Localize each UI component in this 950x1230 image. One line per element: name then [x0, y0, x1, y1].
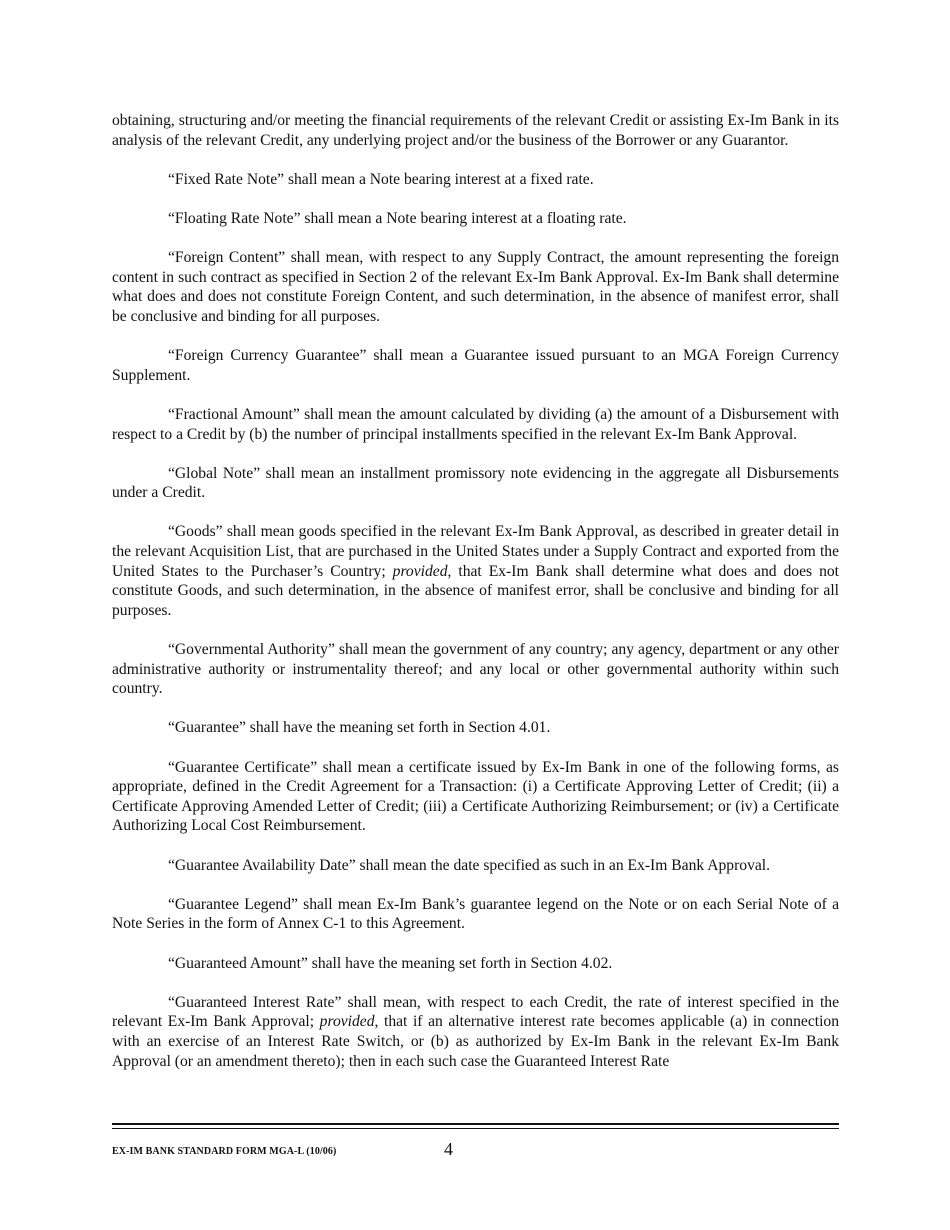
definition-guarantee-legend [112, 895, 839, 934]
paragraph-text: “Guarantee” shall have the meaning set forth in Section 4.01. [168, 719, 551, 737]
footer-rule-thin [112, 1128, 839, 1129]
paragraph-text: “Fixed Rate Note” shall mean a Note bearing interest at a fixed rate. [168, 170, 594, 188]
definition-governmental-authority [112, 640, 839, 699]
paragraph-italic-text: provided [319, 1013, 375, 1031]
paragraph-text: , that if an alternative interest rate becomes applicable (a) in connection with an exercise of an Interest Rate Switch, or (b) as authorized by Ex-Im Bank in the relevant Ex-Im Bank Approval (or an amendment thereto); then in each such case the Guaranteed Interest Rate [112, 1013, 840, 1070]
paragraph-text: “Guarantee Legend” shall mean Ex-Im Bank’s guarantee legend on the Note or on each Serial Note of a Note Series in the form of Annex C-1 to this Agreement. [112, 895, 839, 933]
definition-fixed-rate-note [112, 170, 839, 190]
paragraph-text: obtaining, structuring and/or meeting the financial requirements of the relevant Credit or assisting Ex-Im Bank in its analysis of the relevant Credit, any underlying project and/or the business of the Borrower or any Guarantor. [112, 112, 839, 149]
footer-rule-thick [112, 1123, 839, 1125]
definition-global-note [112, 464, 839, 503]
paragraph-text: “Guarantee Availability Date” shall mean the date specified as such in an Ex-Im Bank Approval. [168, 856, 771, 874]
paragraph-text: “Guaranteed Interest Rate” shall mean, with respect to each Credit, the rate of interest specified in the relevant Ex-Im Bank Approval; [112, 993, 839, 1031]
paragraph-text: “Foreign Currency Guarantee” shall mean a Guarantee issued pursuant to an MGA Foreign Currency Supplement. [112, 347, 839, 384]
document-body [112, 111, 839, 1071]
paragraph-italic-text: provided [392, 562, 448, 580]
paragraph-text: “Goods” shall mean goods specified in the relevant Ex-Im Bank Approval, as described in greater detail in the relevant Acquisition List, that are purchased in the United States under a Supply Contract and exported from the United States to the Purchaser’s Country; [112, 523, 839, 580]
paragraph-text: , that Ex-Im Bank shall determine what does and does not constitute Goods, and such determination, in the absence of manifest error, shall be conclusive and binding for all purposes. [112, 562, 839, 619]
paragraph-text: “Global Note” shall mean an installment promissory note evidencing in the aggregate all Disbursements under a Credit. [112, 464, 839, 502]
definition-guarantee [112, 718, 839, 738]
paragraph-text: “Fractional Amount” shall mean the amount calculated by dividing (a) the amount of a Disbursement with respect to a Credit by (b) the number of principal installments specified in the relevant Ex-Im Bank Approval. [112, 405, 839, 443]
definition-foreign-content [112, 248, 839, 326]
definition-guarantee-availability-date [112, 856, 839, 876]
definition-floating-rate-note [112, 209, 839, 229]
definition-guaranteed-interest-rate [112, 993, 839, 1071]
paragraph-text: “Guaranteed Amount” shall have the meaning set forth in Section 4.02. [168, 954, 613, 972]
paragraph-text: “Guarantee Certificate” shall mean a certificate issued by Ex-Im Bank in one of the following forms, as appropriate, defined in the Credit Agreement for a Transaction: (i) a Certificate Approving Letter of Credit; (ii) a Certificate Approving Amended Letter of Credit; (iii) a Certificate Authorizing Reimbursement; or (iv) a Certificate Authorizing Local Cost Reimbursement. [112, 758, 839, 835]
definition-goods [112, 522, 839, 620]
definition-fractional-amount [112, 405, 839, 444]
definition-foreign-currency-guarantee [112, 346, 839, 385]
page-number: 4 [444, 1139, 453, 1159]
paragraph-text: “Governmental Authority” shall mean the government of any country; any agency, department or any other administrative authority or instrumentality thereof; and any local or other governmental authority within such country. [112, 641, 839, 698]
paragraph-text: “Foreign Content” shall mean, with respect to any Supply Contract, the amount representing the foreign content in such contract as specified in Section 2 of the relevant Ex-Im Bank Approval. Ex-Im Bank shall determine what does and does not constitute Foreign Content, and such determination, in the absence of manifest error, shall be conclusive and binding for all purposes. [112, 249, 839, 325]
definition-guaranteed-amount [112, 954, 839, 974]
paragraph-text: “Floating Rate Note” shall mean a Note bearing interest at a floating rate. [168, 209, 627, 227]
footer-form-label: EX-IM BANK STANDARD FORM MGA-L (10/06) [112, 1146, 337, 1157]
definition-guarantee-certificate [112, 758, 839, 836]
paragraph-continuation [112, 111, 839, 150]
